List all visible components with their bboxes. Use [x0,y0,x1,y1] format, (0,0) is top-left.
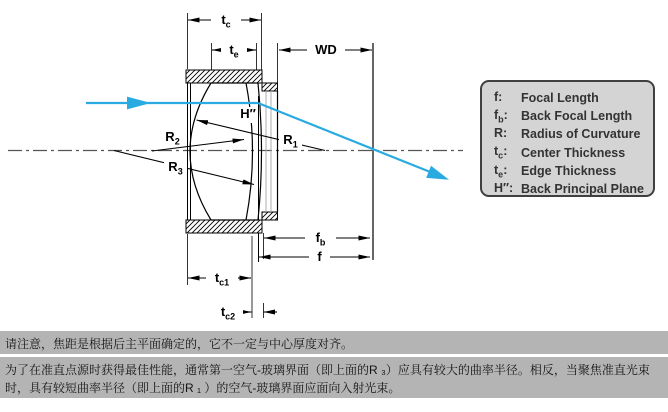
legend-desc: Radius of Curvature [521,127,641,142]
legend-item-h2 [494,180,653,198]
surface-label-r1: $R_1$ [279,133,302,149]
legend-symbol: $f_b$: [494,108,508,125]
legend-symbol: $t_e$: [494,162,508,180]
legend-symbol: R: [494,126,508,141]
legend-symbol: $t_c$: [494,144,508,161]
legend-box [480,80,655,197]
dim-label-tc1: $t_{c1}$ [207,271,237,287]
note-bar-2 [0,357,668,398]
legend-desc: Back Focal Length [521,109,633,124]
note-bar-1 [0,331,668,354]
dim-label-fb: $f_b$ [306,231,335,247]
dim-label-te: $t_e$ [221,43,247,59]
legend-item-tc [494,144,653,162]
light-ray [86,97,449,180]
radius-lines [114,120,325,185]
ray-arrowhead-out [426,166,449,180]
dim-label-tc: $t_c$ [212,13,240,29]
legend-item-te [494,162,653,180]
legend-desc: Center Thickness [521,145,626,160]
housing-bore-lines [266,91,271,212]
surface-label-r3: $R_3$ [164,160,187,176]
legend-desc: Focal Length [521,91,599,106]
legend-item-fb [494,107,653,125]
dim-label-tc2: $t_{c2}$ [213,305,243,321]
surface-label-r2: $R_2$ [161,130,184,146]
legend-symbol: H″: [494,180,514,195]
lens-housing [186,70,278,233]
legend-symbol: f: [494,89,503,104]
ray-arrowhead-in [127,97,151,110]
dim-label-wd: WD [308,43,344,59]
legend-desc: Back Principal Plane [521,182,644,197]
note-text-1: 请注意，焦距是根据后主平面确定的，它不一定与中心厚度对齐。 [5,337,354,351]
principal-plane-label: H″ [240,106,256,121]
legend-item-r [494,125,653,143]
legend-item-f [494,89,653,107]
dimension-lines [188,20,372,312]
note-text-2: 为了在准直点源时获得最佳性能，通常第一空气-玻璃界面（即上面的R ₃）应具有较大的曲率半径。相反，当聚焦准直光束时，具有较短曲率半径（即上面的R ₁ ）的空气-玻璃界面应面向入射光束。 [5,363,650,395]
dim-label-f: f [310,250,329,266]
legend-desc: Edge Thickness [521,163,617,178]
